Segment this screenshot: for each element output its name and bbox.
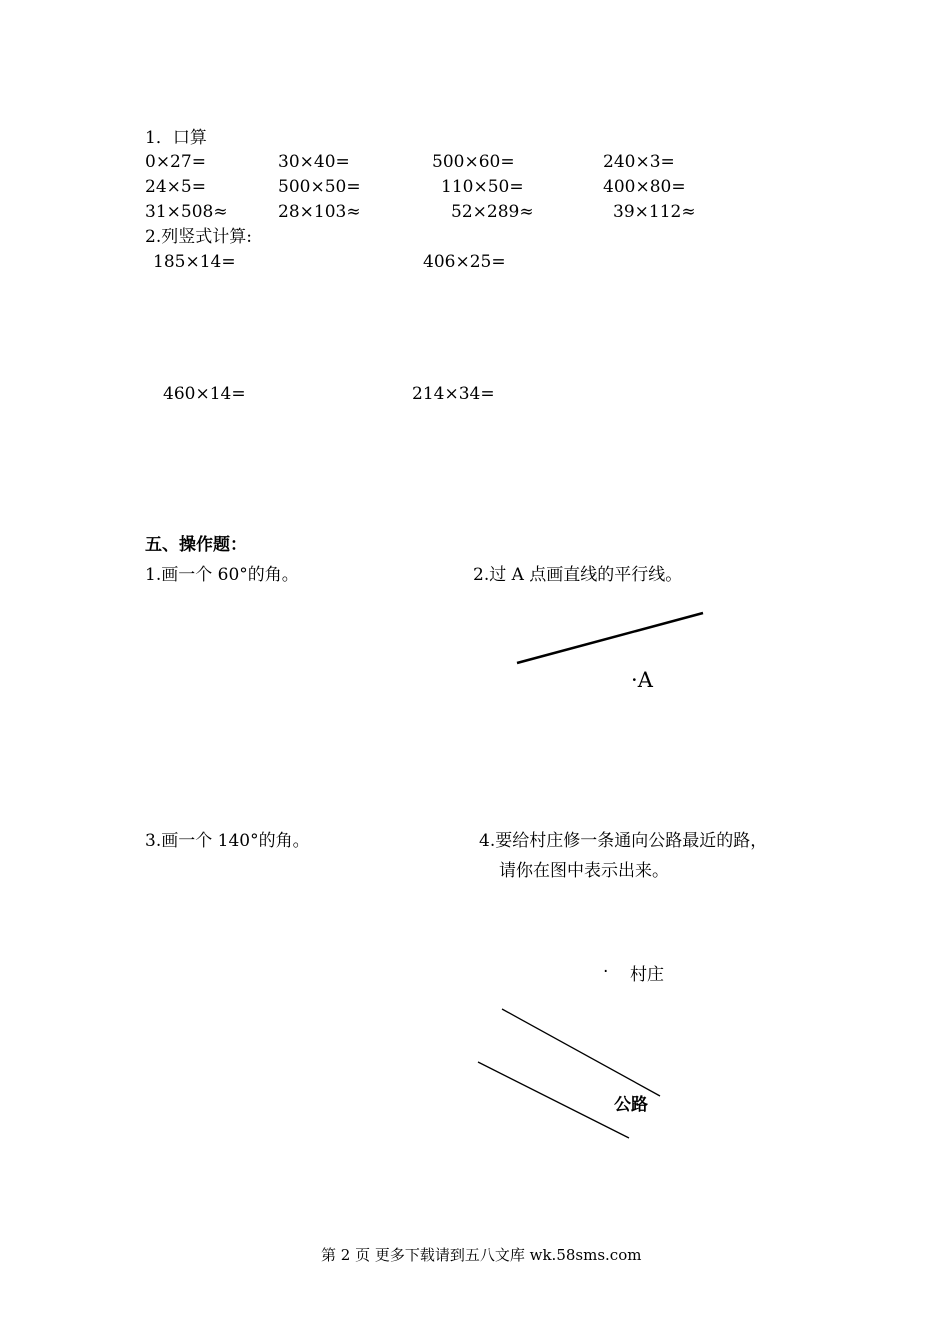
question-4-line-2: 请你在图中表示出来。 [499,861,669,881]
village-label: 村庄 [630,965,664,985]
question-2: 2.过 A 点画直线的平行线。 [473,565,683,585]
calc-problem: 406×25= [423,252,506,272]
math-item: 30×40= [278,152,350,172]
question-1: 1.画一个 60°的角。 [145,565,299,585]
math-item: 500×50= [278,177,361,197]
given-straight-line [517,613,703,663]
page-footer: 第 2 页 更多下载请到五八文库 wk.58sms.com [321,1246,642,1264]
math-item: 52×289≈ [451,202,534,222]
calc-problem: 185×14= [153,252,236,272]
question-4-line-1: 4.要给村庄修一条通向公路最近的路， [479,831,768,851]
math-item: 28×103≈ [278,202,361,222]
road-edge-upper [502,1009,660,1096]
math-item: 240×3= [603,152,675,172]
math-item: 39×112≈ [613,202,696,222]
question-3: 3.画一个 140°的角。 [145,831,310,851]
road-label: 公路 [614,1095,648,1115]
math-item: 24×5= [145,177,206,197]
road-edge-lower [478,1062,629,1138]
point-a-letter: A [637,668,653,692]
math-item: 0×27= [145,152,206,172]
math-item: 500×60= [432,152,515,172]
math-item: 400×80= [603,177,686,197]
math-item: 110×50= [441,177,524,197]
calc-problem: 460×14= [163,384,246,404]
calc-problem: 214×34= [412,384,495,404]
vertical-calc-heading: 2.列竖式计算: [145,227,252,247]
village-marker: · [603,962,609,982]
operations-heading: 五、操作题： [145,535,247,555]
mental-math-heading: 1．口算 [145,128,207,148]
math-item: 31×508≈ [145,202,228,222]
point-a-label: ·A [631,668,653,692]
